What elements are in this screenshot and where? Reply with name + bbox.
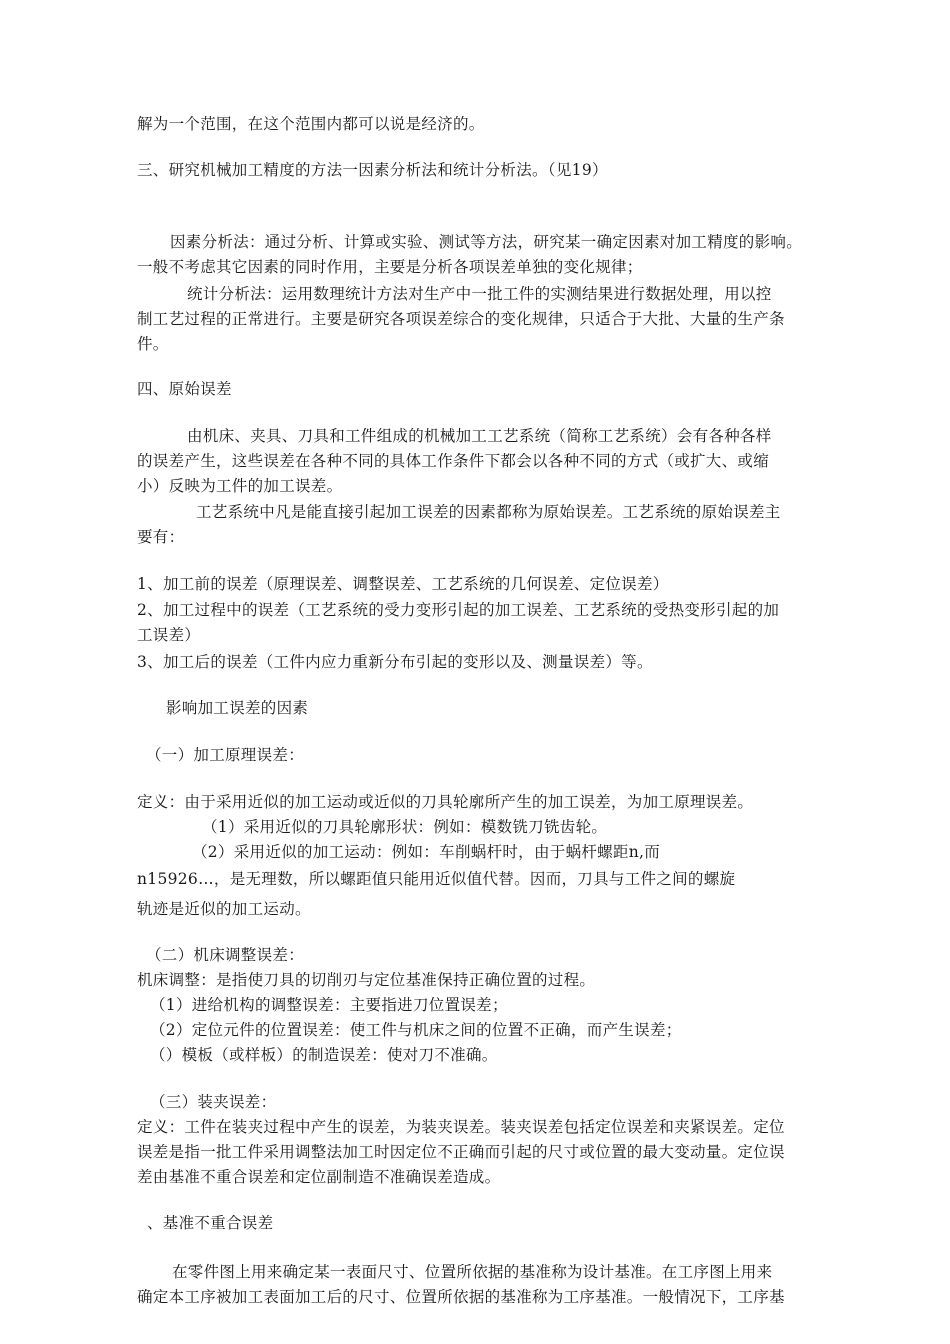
paragraph-line: 的误差产生，这些误差在各种不同的具体工作条件下都会以各种不同的方式（或扩大、或缩 (137, 452, 770, 470)
paragraph-line: 件。 (137, 335, 169, 353)
subsection-heading: 、基准不重合误差 (147, 1214, 274, 1232)
paragraph-line: 制工艺过程的正常进行。主要是研究各项误差综合的变化规律，只适合于大批、大量的生产条 (137, 310, 785, 328)
list-item: （）模板（或样板）的制造误差：使对刀不准确。 (150, 1046, 498, 1064)
section-heading: 三、研究机械加工精度的方法一因素分析法和统计分析法。（见19） (137, 161, 608, 179)
subsection-heading: （一）加工原理误差： (146, 746, 305, 764)
paragraph-line: （1）采用近似的刀具轮廓形状：例如：模数铣刀铣齿轮。 (202, 818, 608, 836)
subsection-heading: （三）装夹误差： (150, 1093, 277, 1111)
paragraph-line: 一般不考虑其它因素的同时作用，主要是分析各项误差单独的变化规律； (137, 258, 643, 276)
text-line: 解为一个范围，在这个范围内都可以说是经济的。 (137, 115, 485, 133)
list-item: 1、加工前的误差（原理误差、调整误差、工艺系统的几何误差、定位误差） (137, 575, 669, 593)
list-item: （1）进给机构的调整误差：主要指进刀位置误差； (150, 996, 508, 1014)
paragraph-line: 差由基准不重合误差和定位副制造不准确误差造成。 (137, 1168, 501, 1186)
paragraph-line: n15926…，是无理数，所以螺距值只能用近似值代替。因而，刀具与工件之间的螺旋 (137, 870, 736, 888)
paragraph-line: 定义：工件在装夹过程中产生的误差，为装夹误差。装夹误差包括定位误差和夹紧误差。定位 (137, 1118, 785, 1136)
paragraph-line: 定义：由于采用近似的加工运动或近似的刀具轮廓所产生的加工误差，为加工原理误差。 (137, 793, 754, 811)
paragraph-line: 小）反映为工件的加工误差。 (137, 477, 343, 495)
subsection-heading: （二）机床调整误差： (146, 946, 305, 964)
paragraph-line: 由机床、夹具、刀具和工件组成的机械加工工艺系统（简称工艺系统）会有各种各样 (187, 427, 772, 445)
paragraph-line: 在零件图上用来确定某一表面尺寸、位置所依据的基准称为设计基准。在工序图上用来 (172, 1263, 773, 1281)
list-item: 2、加工过程中的误差（工艺系统的受力变形引起的加工误差、工艺系统的受热变形引起的加 (137, 601, 780, 619)
paragraph-line: 轨迹是近似的加工运动。 (137, 900, 311, 918)
subsection-heading: 影响加工误差的因素 (166, 699, 309, 717)
paragraph-line: 统计分析法：运用数理统计方法对生产中一批工件的实测结果进行数据处理，用以控 (187, 285, 772, 303)
paragraph-line: 要有： (137, 528, 185, 546)
list-item: （2）定位元件的位置误差：使工件与机床之间的位置不正确，而产生误差； (150, 1021, 682, 1039)
paragraph-line: 因素分析法：通过分析、计算或实验、测试等方法，研究某一确定因素对加工精度的影响。 (170, 233, 803, 251)
paragraph-line: 误差是指一批工件采用调整法加工时因定位不正确而引起的尺寸或位置的最大变动量。定位误 (137, 1143, 785, 1161)
paragraph-line: 工艺系统中凡是能直接引起加工误差的因素都称为原始误差。工艺系统的原始误差主 (196, 503, 781, 521)
list-item: 工误差） (137, 626, 201, 644)
section-heading: 四、原始误差 (137, 380, 232, 398)
paragraph-line: （2）采用近似的加工运动：例如：车削蜗杆时，由于蜗杆螺距n,而 (192, 843, 661, 861)
paragraph-line: 确定本工序被加工表面加工后的尺寸、位置所依据的基准称为工序基准。一般情况下，工序基 (137, 1288, 785, 1306)
list-item: 3、加工后的误差（工件内应力重新分布引起的变形以及、测量误差）等。 (137, 653, 653, 671)
paragraph-line: 机床调整：是指使刀具的切削刃与定位基准保持正确位置的过程。 (137, 971, 596, 989)
